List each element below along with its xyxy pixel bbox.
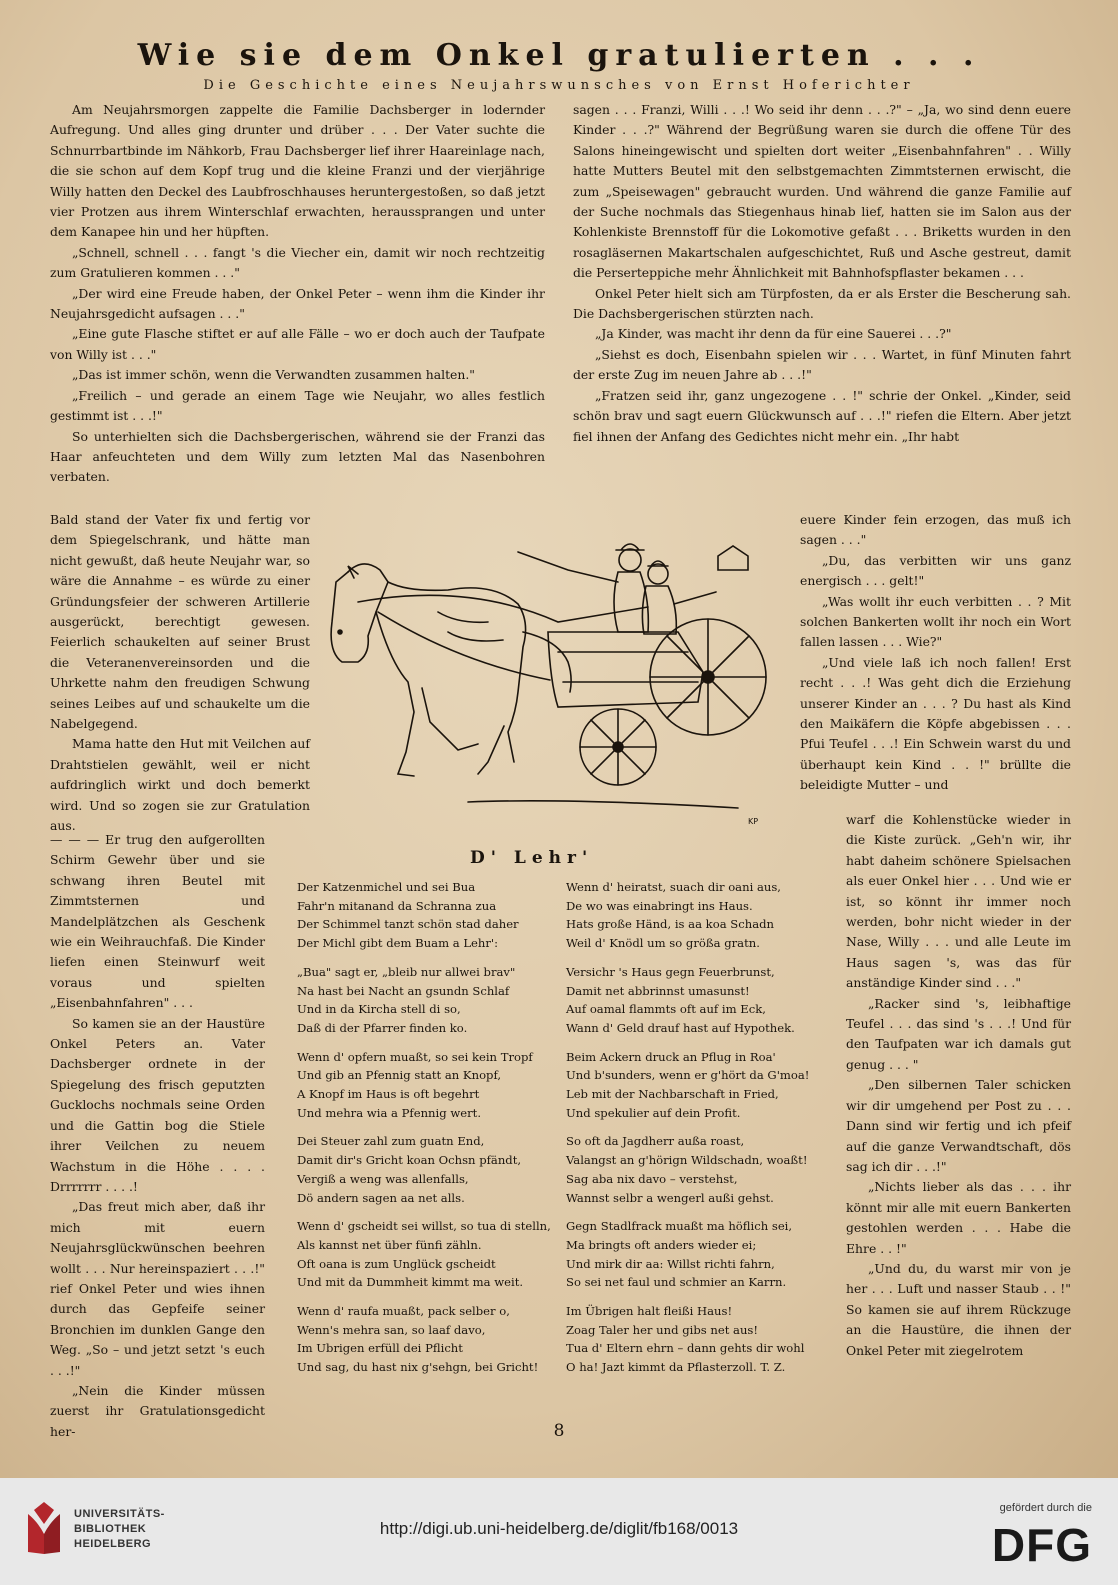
verse: Oft oana is zum Unglück gscheidt xyxy=(297,1256,496,1271)
paragraph: „Den silbernen Taler schicken wir dir umgehend per Post zu . . . Dann sind wir fertig und ich pfeif auf die ganze Verwandtschaft, dös sag ich dir . . .!" xyxy=(846,1077,1071,1174)
verse: Weil d' Knödl um so größa gratn. xyxy=(566,936,760,951)
text-block-right-bottom xyxy=(846,810,1071,1361)
verse: Im Ubrigen erfüll dei Pflicht xyxy=(297,1341,463,1356)
poem-column-left xyxy=(297,878,551,1387)
verse: Wenn d' raufa muaßt, pack selber o, xyxy=(297,1304,510,1319)
verse: Im Übrigen halt fleißi Haus! xyxy=(566,1304,733,1319)
verse: A Knopf im Haus is oft begehrt xyxy=(297,1087,480,1102)
verse: Ma bringts oft anders wieder ei; xyxy=(566,1237,757,1252)
verse: Tua d' Eltern ehrn – dann gehts dir wohl xyxy=(566,1341,805,1356)
verse: Sag aba nix davo – verstehst, xyxy=(566,1171,738,1186)
verse: Und gib an Pfennig statt an Knopf, xyxy=(297,1068,502,1083)
dfg-logo[interactable]: DFG xyxy=(991,1519,1092,1571)
page-number: 8 xyxy=(553,1421,565,1441)
verse: Beim Ackern druck an Pflug in Roa' xyxy=(566,1049,776,1064)
verse: Und mirk dir aa: Willst richti fahrn, xyxy=(566,1256,775,1271)
verse: Wannst selbr a wengerl außi gehst. xyxy=(566,1190,774,1205)
paragraph: — — — Er trug den aufgerollten Schirm Gewehr über und sie schwang ihren Beutel mit Zimmtsternen und Mandelplätzchen als Geschenk wie ein Weihrauchfaß. Die Kinder liefen einen Steinwurf weit voraus und spielten „Eisenbahnfahren" . . . xyxy=(50,832,265,1011)
verse: Wenn d' heiratst, suach dir oani aus, xyxy=(566,880,781,894)
verse: Dö andern sagen aa net alls. xyxy=(297,1190,465,1205)
verse: Der Katzenmichel und sei Bua xyxy=(297,880,476,894)
verse: Auf oamal flammts oft auf im Eck, xyxy=(566,1002,766,1017)
text-block-left-mid xyxy=(50,510,310,837)
text-block-right-mid xyxy=(800,510,1071,796)
verse: Und b'sunders, wenn er g'hört da G'moa! xyxy=(566,1068,810,1083)
stanza xyxy=(566,1302,809,1377)
text-block-left-top xyxy=(50,100,545,488)
verse: Gegn Stadlfrack muaßt ma höflich sei, xyxy=(566,1219,793,1234)
verse: So oft da Jagdherr außa roast, xyxy=(566,1134,745,1149)
verse: Daß di der Pfarrer finden ko. xyxy=(297,1020,468,1035)
verse: Damit dir's Gricht koan Ochsn pfändt, xyxy=(297,1153,522,1168)
verse: Wenn's mehra san, so laaf davo, xyxy=(297,1322,486,1337)
paragraph: Mama hatte den Hut mit Veilchen auf Drahtstielen gewählt, weil er nicht aufdringlich wirkt und doch bemerkt wird. Und so zogen sie zur Gratulation aus. xyxy=(50,736,310,834)
verse: Und in da Kircha stell di so, xyxy=(297,1002,461,1017)
paragraph: „Schnell, schnell . . . fangt 's die Viecher ein, damit wir noch rechtzeitig zum Gratulieren kommen . . ." xyxy=(50,244,545,281)
paragraph: euere Kinder fein erzogen, das muß ich sagen . . ." xyxy=(800,512,1071,548)
permalink-url[interactable]: http://digi.ub.uni-heidelberg.de/diglit/fb168/0013 xyxy=(379,1519,739,1538)
verse: Damit net abbrinnst umasunst! xyxy=(566,983,750,998)
paragraph: So unterhielten sich die Dachsbergerischen, während sie der Franzi das Haar anfeuchteten und dem Willy zum letzten Mal das Nasenbohren verbaten. xyxy=(50,428,545,485)
paragraph: Bald stand der Vater fix und fertig vor dem Spiegelschrank, und hätte man nicht gewußt, daß heute Neujahr war, so wäre die Annahme – es würde zu einer Gründungsfeier der schweren Artillerie ausgerückt, berechtigt gewesen. Feierlich schaukelten auf seiner Brust die Veteranenvereinsorden und die Uhrkette nahm den freudigen Schwung seines Leibes auf und schaukelte um die Nabelgegend. xyxy=(50,512,310,732)
paragraph: „Racker sind 's, leibhaftige Teufel . . . das sind 's . . .! Und für den Taufpaten war ich damals gut genug . . . " xyxy=(846,995,1071,1072)
paragraph: So kamen sie an der Haustüre Onkel Peters an. Vater Dachsberger ordnete in der Spiegelung des frisch geputzten Gucklochs nochmals seine Orden und die Gattin bog die Stiele ihrer Veilchen zu neuem Wachstum in die Höhe . . . . Drrrrrrr . . . .! xyxy=(50,1015,265,1194)
verse: So sei net faul und schmier an Karrn. xyxy=(566,1275,787,1290)
paragraph: „Siehst es doch, Eisenbahn spielen wir . . . Wartet, in fünf Minuten fahrt der erste Zug im neuen Jahre ab . . .!" xyxy=(573,346,1071,383)
paragraph: „Fratzen seid ihr, ganz ungezogene . . !" schrie der Onkel. „Kinder, seid schön brav und sagt euern Glückwunsch auf . . .!" riefen die Eltern. Aber jetzt fiel ihnen der Anfang des Gedichtes nicht mehr ein. „Ihr habt xyxy=(573,387,1071,444)
stanza xyxy=(566,963,809,1038)
paragraph: „Und du, du warst mir von je her . . . Luft und nasser Staub . . !" So kamen sie auf ihrem Rückzuge an die Haustüre, die ihnen der Onkel Peter mit ziegelrotem xyxy=(846,1260,1071,1358)
library-name-line: HEIDELBERG xyxy=(74,1538,152,1550)
verse: „Bua" sagt er, „bleib nur allwei brav" xyxy=(297,964,516,979)
stanza xyxy=(566,1217,809,1292)
verse: Und spekulier auf dein Profit. xyxy=(566,1105,741,1120)
paragraph: „Nein die Kinder müssen zuerst ihr Gratulationsgedicht her- xyxy=(50,1382,265,1439)
viewer-footer xyxy=(0,1478,1118,1585)
verse: De wo was einabringt ins Haus. xyxy=(566,898,753,913)
paragraph: „Nichts lieber als das . . . ihr könnt mir alle mit euern Bankerten gestohlen werden . . . Habe die Ehre . . !" xyxy=(846,1179,1071,1256)
paragraph: „Das ist immer schön, wenn die Verwandten zusammen halten." xyxy=(72,367,475,383)
paragraph: „Und viele laß ich noch fallen! Erst recht . . .! Was geht dich die Erziehung unserer Kinder an . . . ? Du hast als Kind den Maikäfern die Köpfe abgebissen . . . Pfui Teufel . . .! Ein Schwein warst du und überhaupt kein Kind . . !" brüllte die beleidigte Mutter – und xyxy=(800,654,1071,793)
verse: Wann d' Geld drauf hast auf Hypothek. xyxy=(566,1020,795,1035)
verse: Vergiß a weng was allenfalls, xyxy=(297,1171,469,1186)
verse: Als kannst net über fünfi zähln. xyxy=(297,1237,482,1252)
paragraph: „Was wollt ihr euch verbitten . . ? Mit solchen Bankerten wollt ihr noch ein Wort fallen lassen . . . Wie?" xyxy=(800,593,1071,650)
stanza xyxy=(297,1048,551,1123)
horse-carriage-illustration xyxy=(318,512,778,832)
paragraph: „Eine gute Flasche stiftet er auf alle Fälle – wo er doch auch der Taufpate von Willy ist . . ." xyxy=(50,326,545,362)
paragraph: „Freilich – und gerade an einem Tage wie Neujahr, wo alles festlich gestimmt ist . . .!" xyxy=(50,387,545,424)
verse: Fahr'n mitanand da Schranna zua xyxy=(297,898,497,913)
verse: Wenn d' gscheidt sei willst, so tua di stelln, xyxy=(297,1219,551,1234)
verse: Versichr 's Haus gegn Feuerbrunst, xyxy=(566,964,775,979)
article-subtitle: Die Geschichte eines Neujahrswunsches von Ernst Hoferichter xyxy=(203,78,915,93)
verse: Dei Steuer zahl zum guatn End, xyxy=(297,1134,485,1149)
verse: Leb mit der Nachbarschaft in Fried, xyxy=(566,1087,779,1102)
verse: O ha! Jazt kimmt da Pflasterzoll. T. Z. xyxy=(566,1360,786,1375)
paragraph: „Ja Kinder, was macht ihr denn da für eine Sauerei . . .?" xyxy=(595,326,952,342)
stanza xyxy=(297,963,551,1038)
poem-column-right xyxy=(566,878,809,1387)
text-block-right-top xyxy=(573,100,1071,447)
verse: Na hast bei Nacht an gsundn Schlaf xyxy=(297,983,510,998)
paragraph: „Das freut mich aber, daß ihr mich mit euern Neujahrsglückwünschen beehren wollt . . . Nur hereinspaziert . . .!" rief Onkel Peter und wies ihnen durch das Gepfeife seiner Bronchien im dunklen Gange den Weg. „So – und jetzt setzt 's euch . . .!" xyxy=(50,1199,265,1378)
text-block-left-bottom xyxy=(50,830,265,1442)
stanza xyxy=(566,878,809,953)
paragraph: Onkel Peter hielt sich am Türpfosten, da er als Erster die Bescherung sah. Die Dachsbergerischen stürzten nach. xyxy=(573,285,1071,322)
verse: Und mehra wia a Pfennig wert. xyxy=(297,1105,482,1120)
paragraph: „Du, das verbitten wir uns ganz energisch . . . gelt!" xyxy=(800,552,1071,589)
verse: Und mit da Dummheit kimmt ma weit. xyxy=(297,1275,524,1290)
paragraph: „Der wird eine Freude haben, der Onkel Peter – wenn ihm die Kinder ihr Neujahrsgedicht aufsagen . . ." xyxy=(50,285,545,322)
illustration-signature: KP xyxy=(748,817,759,826)
verse: Wenn d' opfern muaßt, so sei kein Tropf xyxy=(297,1049,533,1064)
stanza xyxy=(297,1132,551,1207)
stanza xyxy=(297,1302,551,1377)
verse: Und sag, du hast nix g'sehgn, bei Gricht! xyxy=(297,1360,539,1375)
library-name-line: BIBLIOTHEK xyxy=(74,1523,147,1535)
paragraph: Am Neujahrsmorgen zappelte die Familie Dachsberger in lodernder Aufregung. Und alles ging drunter und drüber . . . Der Vater suchte die Schnurrbartbinde im Nähkorb, Frau Dachsberger lief ihrer Haareinlage nach, die sie schon auf dem Kopf trug und die kleine Franzi und der vierjährige Willy hatten den Deckel des Laubfroschhauses heruntergestoßen, so daß jetzt vier Protzen aus ihrem Winterschlaf erwachten, heraussprangen und unter dem Kanapee hin und her hüpften. xyxy=(50,102,545,240)
library-name-line: UNIVERSITÄTS- xyxy=(74,1508,165,1520)
verse: Der Schimmel tanzt schön stad daher xyxy=(297,917,519,932)
article-title: Wie sie dem Onkel gratulierten . . . xyxy=(137,38,981,73)
stanza xyxy=(297,1217,551,1292)
poem-title: D' Lehr' xyxy=(470,848,594,868)
paragraph: warf die Kohlenstücke wieder in die Kiste zurück. „Geh'n wir, ihr habt daheim schönere Spielsachen als euer Onkel hier . . . Und wie er ist, so könnt ihr immer noch werden, bohr nicht wieder in der Nase, Willy . . . und alle Leute im Haus sagen 's, was das für anständige Kinder sind . . ." xyxy=(846,812,1071,991)
verse: Zoag Taler her und gibs net aus! xyxy=(566,1322,759,1337)
verse: Valangst an g'hörign Wildschadn, woaßt! xyxy=(566,1153,808,1168)
verse: Der Michl gibt dem Buam a Lehr': xyxy=(297,936,499,951)
paragraph: sagen . . . Franzi, Willi . . .! Wo seid ihr denn . . .?" – „Ja, wo sind denn euere Kinder . . .?" Während der Begrüßung waren sie durch die offene Tür des Salons hineingewischt und spielten dort weiter „Eisenbahnfahren" . . Willy hatte Mutters Beutel mit den selbstgemachten Zimmtsternen erwischt, die zum „Speisewagen" gebraucht wurden. Und während die ganze Familie auf der Suche nochmals das Stiegenhaus hinab lief, hatten sie im Salon aus der Kohlenkiste Brennstoff für die Lokomotive gefaßt . . . Briketts wurden in den rosagläsernen Makartschalen aufgeschichtet, Ruß und Asche gestreut, damit die Perserteppiche mehr Ähnlichkeit mit Bahnhofspflaster bekamen . . . xyxy=(573,102,1071,281)
stanza xyxy=(566,1132,809,1207)
verse: Hats große Händ, is aa koa Schadn xyxy=(566,917,774,932)
funding-caption: gefördert durch die xyxy=(999,1502,1092,1514)
stanza xyxy=(566,1048,809,1123)
stanza xyxy=(297,878,551,953)
